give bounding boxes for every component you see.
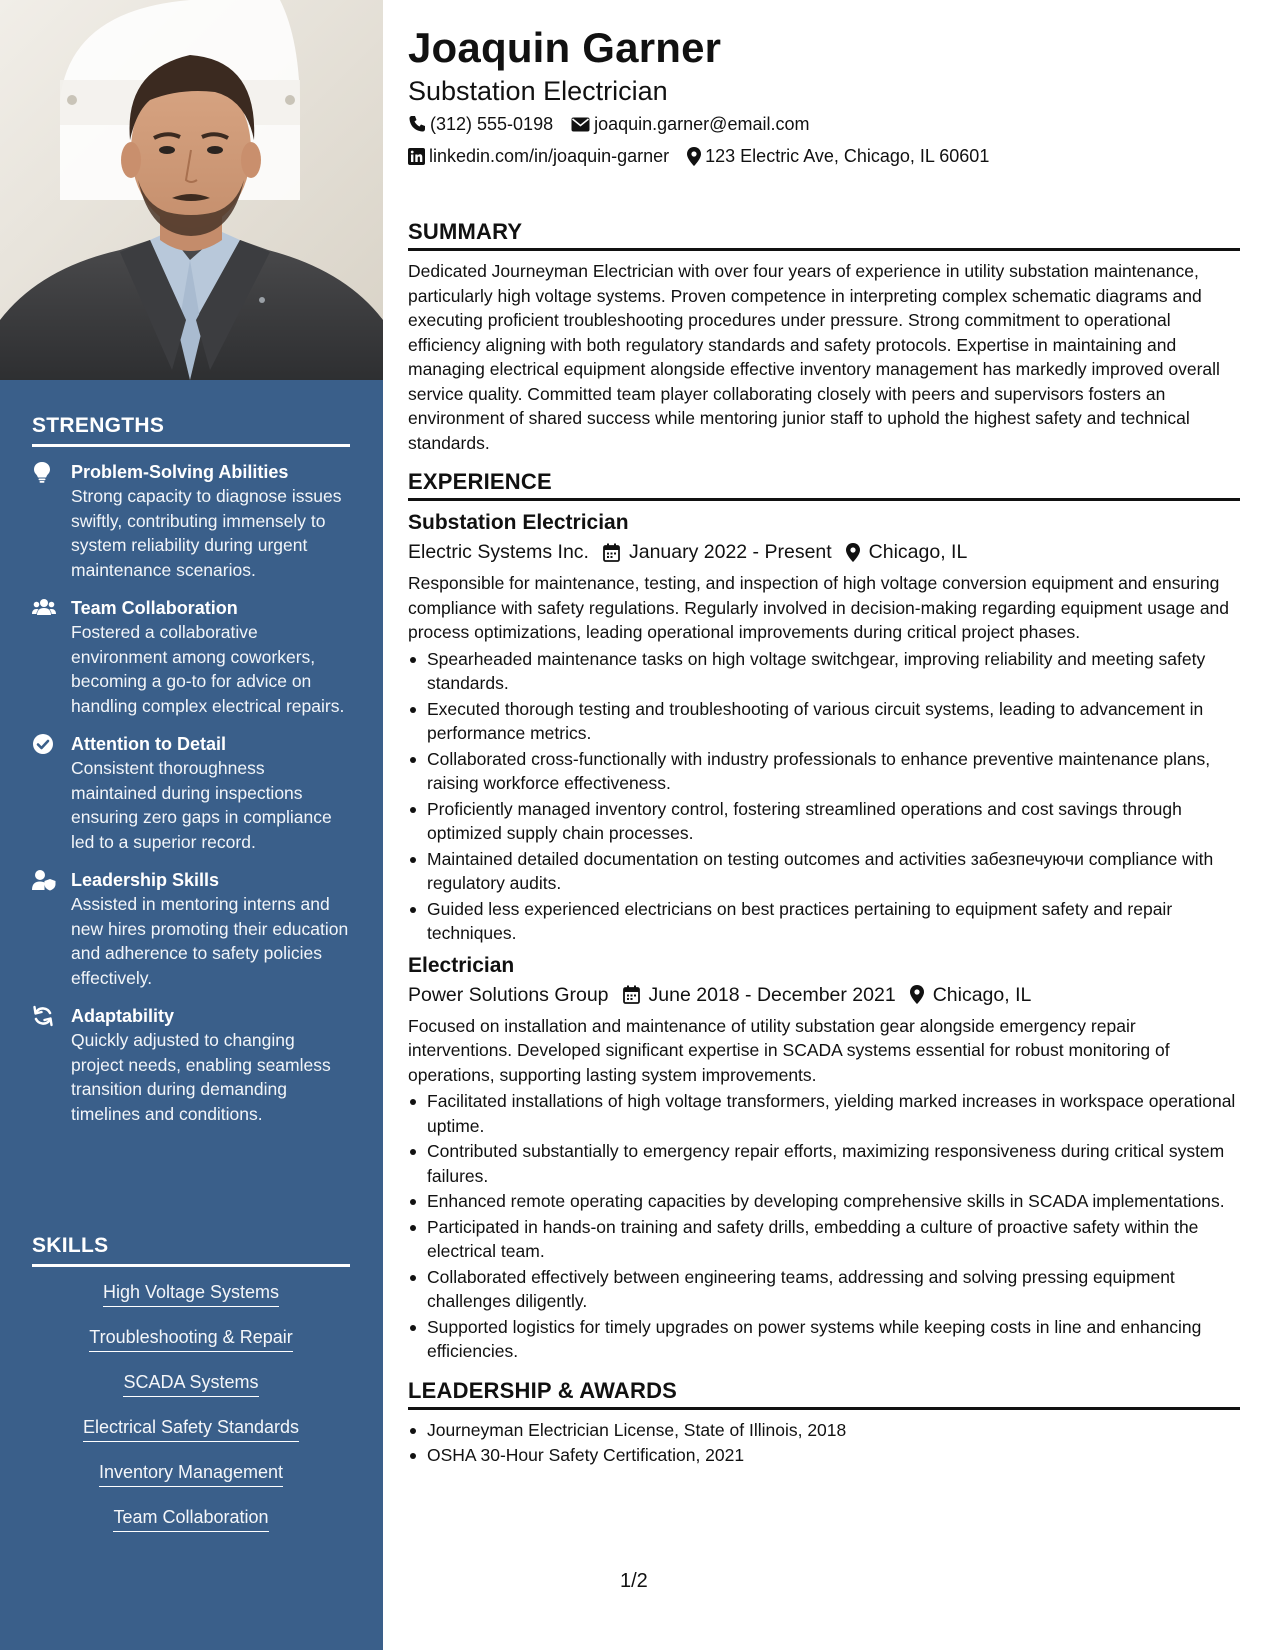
experience-heading: EXPERIENCE [408,469,1240,501]
achievement-item: Proficiently managed inventory control, fostering streamlined operations and cost savings through optimized supply chain processes. [408,797,1240,846]
skill-label: SCADA Systems [123,1370,258,1397]
strength-description: Fostered a collaborative environment among coworkers, becoming a go-to for advice on handling complex electrical repairs. [71,622,345,716]
job-location [910,980,1032,1010]
award-item: Journeyman Electrician License, State of Illinois, 2018 [408,1418,1240,1443]
skill-item [32,1280,350,1307]
envelope-icon [571,117,590,132]
strengths-heading: STRENGTHS [32,414,350,447]
phone-number: (312) 555-0198 [430,114,554,134]
summary-heading: SUMMARY [408,219,1240,251]
awards-list [408,1418,1240,1468]
main-content [408,22,1240,1469]
users-icon [32,597,54,619]
job-dates [623,980,896,1010]
linkedin-contact[interactable] [408,140,669,172]
achievement-item: Collaborated effectively between engineering teams, addressing and solving pressing equipment challenges diligently. [408,1265,1240,1314]
linkedin-icon [408,148,425,165]
achievement-item: Facilitated installations of high voltage transformers, yielding marked increases in workspace operational uptime. [408,1089,1240,1138]
skills-list [32,1280,350,1550]
job-description: Responsible for maintenance, testing, and inspection of high voltage conversion equipment and ensuring compliance with safety regulations. Regularly involved in decision-making regarding equipment usage and process optimizations, leading operational improvements during critical project phases. [408,573,1230,642]
achievement-item: Collaborated cross-functionally with industry professionals to enhance preventive maintenance plans, raising workforce effectiveness. [408,747,1240,796]
skill-item [32,1370,350,1397]
job-achievements [408,1089,1240,1364]
calendar-icon [603,543,620,562]
strength-description: Quickly adjusted to changing project needs, enabling seamless transition during demanding timelines and conditions. [71,1030,331,1124]
check-circle-icon [32,733,54,755]
strength-title: Attention to Detail [71,734,226,754]
contact-row [408,140,1240,172]
profile-photo-illustration [0,0,383,380]
achievement-item: Enhanced remote operating capacities by developing comprehensive skills in SCADA implementations. [408,1189,1240,1214]
job-company: Electric Systems Inc. [408,541,589,563]
strength-title: Adaptability [71,1006,175,1026]
strength-description: Strong capacity to diagnose issues swiftly, contributing immensely to system reliability during urgent maintenance scenarios. [71,486,342,580]
award-item: OSHA 30-Hour Safety Certification, 2021 [408,1443,1240,1468]
skill-item [32,1325,350,1352]
map-pin-icon [846,543,860,562]
skill-label: Troubleshooting & Repair [89,1325,292,1352]
job-location-text: Chicago, IL [932,983,1032,1006]
strength-item [32,596,352,718]
address-contact [687,140,989,172]
phone-icon [408,115,426,133]
map-pin-icon [687,147,701,166]
strengths-list [32,460,352,1140]
job-title: Substation Electrician [408,511,629,534]
skill-label: Team Collaboration [113,1505,268,1532]
email-contact[interactable] [571,108,809,140]
lightbulb-icon [32,461,54,483]
skill-label: Inventory Management [99,1460,283,1487]
map-pin-icon [910,985,924,1004]
achievement-item: Spearheaded maintenance tasks on high voltage switchgear, improving reliability and meeting safety standards. [408,647,1240,696]
achievement-item: Participated in hands-on training and safety drills, embedding a culture of proactive safety within the electrical team. [408,1215,1240,1264]
strength-item [32,732,352,854]
job-entry [408,509,1240,946]
skill-item [32,1415,350,1442]
profile-photo [0,0,383,380]
achievement-item: Contributed substantially to emergency repair efforts, maximizing responsiveness during critical system failures. [408,1139,1240,1188]
contact-row [408,108,1240,140]
skill-label: High Voltage Systems [103,1280,279,1307]
job-location [846,537,968,567]
strength-description: Assisted in mentoring interns and new hires promoting their education and adherence to safety policies effectively. [71,894,349,988]
strength-item [32,1004,352,1126]
email-address: joaquin.garner@email.com [594,114,810,134]
awards-heading: LEADERSHIP & AWARDS [408,1378,1240,1410]
strength-item [32,868,352,990]
strength-item [32,460,352,582]
skills-heading: SKILLS [32,1234,350,1267]
user-shield-icon [32,869,54,891]
address: 123 Electric Ave, Chicago, IL 60601 [705,146,990,166]
achievement-item: Supported logistics for timely upgrades on power systems while keeping costs in line and enhancing efficiencies. [408,1315,1240,1364]
achievement-item: Maintained detailed documentation on testing outcomes and activities забезпечуючи compliance with regulatory audits. [408,847,1240,896]
strength-description: Consistent thoroughness maintained during inspections ensuring zero gaps in compliance led to a superior record. [71,758,332,852]
phone-contact[interactable] [408,108,553,140]
job-meta [408,980,1240,1010]
skill-item [32,1505,350,1532]
job-description: Focused on installation and maintenance of utility substation gear alongside emergency repair interventions. Developed significant expertise in SCADA systems essential for robust monitoring of operations, supporting lasting system improvements. [408,1015,1170,1085]
sidebar [0,0,383,1650]
job-dates-text: January 2022 - Present [628,541,832,563]
job-dates-text: June 2018 - December 2021 [648,983,896,1006]
job-dates [603,537,832,567]
page-number: 1/2 [620,1570,648,1592]
job-title: Electrician [408,953,515,977]
calendar-icon [623,985,640,1004]
achievement-item: Guided less experienced electricians on best practices pertaining to equipment safety and repair techniques. [408,897,1240,946]
candidate-name: Joaquin Garner [408,24,722,71]
job-meta [408,537,1240,567]
achievement-item: Executed thorough testing and troubleshooting of various circuit systems, leading to advancement in performance metrics. [408,697,1240,746]
job-company: Power Solutions Group [408,983,609,1006]
job-achievements [408,647,1240,946]
linkedin-url: linkedin.com/in/joaquin-garner [429,146,670,166]
skill-item [32,1460,350,1487]
candidate-title: Substation Electrician [408,76,668,106]
strength-title: Problem-Solving Abilities [71,462,289,482]
summary-text: Dedicated Journeyman Electrician with over four years of experience in utility substation maintenance, particularly high voltage systems. Proven competence in interpreting complex schematic diagrams and executing proficient troubleshooting procedures under pressure. Strong commitment to operational efficiency aligning with both regulatory standards and safety protocols. Expertise in maintaining and managing electrical equipment alongside effective inventory management has markedly improved overall service quality. Committed team player collaborating closely with peers and supervisors fosters an environment of shared success while mentoring junior staff to uphold the highest safety and technical standards. [408,261,1220,453]
strength-title: Team Collaboration [71,598,238,618]
skill-label: Electrical Safety Standards [83,1415,299,1442]
job-entry [408,952,1240,1364]
strength-title: Leadership Skills [71,870,220,890]
job-location-text: Chicago, IL [868,541,968,563]
sync-icon [32,1005,54,1027]
